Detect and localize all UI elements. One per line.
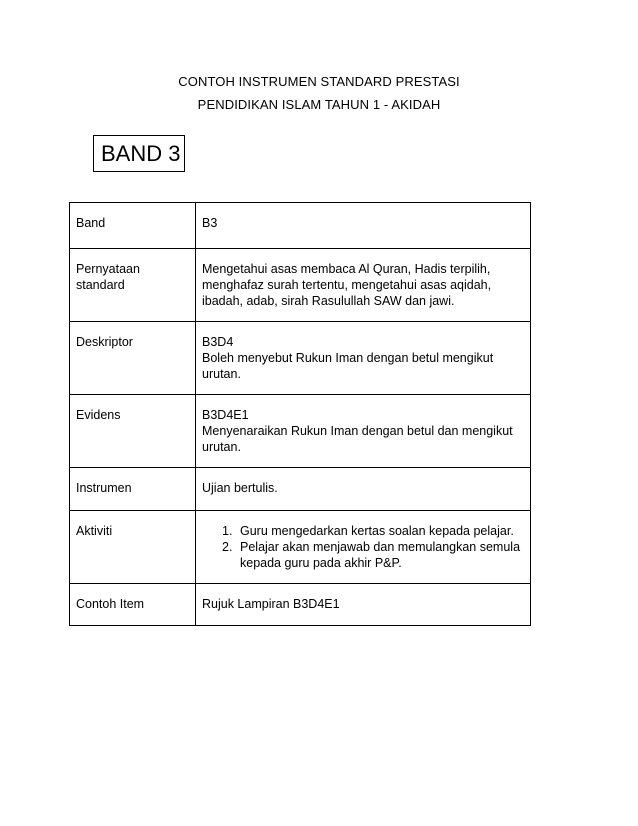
pernyataan-line: Mengetahui asas membaca Al Quran, Hadis terpilih, bbox=[202, 262, 491, 276]
row-label-pernyataan: Pernyataan standard bbox=[70, 249, 196, 322]
list-item-number: 2. bbox=[222, 540, 233, 554]
row-value-aktiviti bbox=[196, 511, 531, 584]
pernyataan-line: menghafaz surah tertentu, mengetahui asas aqidah, bbox=[202, 278, 492, 292]
list-item-text: Guru mengedarkan kertas soalan kepada pelajar. bbox=[240, 524, 514, 538]
table-row-pernyataan bbox=[70, 249, 531, 322]
row-value-deskriptor bbox=[196, 322, 531, 395]
row-label-band: Band bbox=[70, 203, 196, 249]
row-label-aktiviti: Aktiviti bbox=[70, 511, 196, 584]
deskriptor-line: urutan. bbox=[202, 367, 241, 381]
list-item bbox=[202, 523, 524, 539]
document-subtitle: PENDIDIKAN ISLAM TAHUN 1 - AKIDAH bbox=[197, 97, 441, 112]
standard-table bbox=[69, 202, 531, 626]
table-row-deskriptor bbox=[70, 322, 531, 395]
row-label-deskriptor: Deskriptor bbox=[70, 322, 196, 395]
evidens-line: urutan. bbox=[202, 440, 241, 454]
list-item bbox=[202, 539, 524, 571]
document-title: CONTOH INSTRUMEN STANDARD PRESTASI bbox=[178, 74, 460, 89]
band-label-box: BAND 3 bbox=[93, 135, 185, 172]
aktiviti-list bbox=[202, 523, 524, 571]
table-row-aktiviti bbox=[70, 511, 531, 584]
row-label-instrumen: Instrumen bbox=[70, 468, 196, 511]
deskriptor-line: Boleh menyebut Rukun Iman dengan betul mengikut bbox=[202, 351, 494, 365]
list-item-number: 1. bbox=[222, 524, 233, 538]
list-item-text: Pelajar akan menjawab dan memulangkan semula bbox=[240, 540, 521, 554]
row-value-contoh-item: Rujuk Lampiran B3D4E1 bbox=[196, 584, 531, 626]
row-label-evidens: Evidens bbox=[70, 395, 196, 468]
row-value-band: B3 bbox=[196, 203, 531, 249]
deskriptor-code: B3D4 bbox=[202, 335, 234, 349]
row-value-evidens bbox=[196, 395, 531, 468]
row-label-contoh-item: Contoh Item bbox=[70, 584, 196, 626]
table-row-evidens bbox=[70, 395, 531, 468]
table-row-instrumen bbox=[70, 468, 531, 511]
row-value-instrumen: Ujian bertulis. bbox=[196, 468, 531, 511]
evidens-code: B3D4E1 bbox=[202, 408, 249, 422]
table-row-contoh-item bbox=[70, 584, 531, 626]
pernyataan-line: ibadah, adab, sirah Rasulullah SAW dan jawi. bbox=[202, 294, 455, 308]
list-item-text: kepada guru pada akhir P&P. bbox=[240, 556, 402, 570]
row-value-pernyataan bbox=[196, 249, 531, 322]
evidens-line: Menyenaraikan Rukun Iman dengan betul dan mengikut bbox=[202, 424, 513, 438]
table-row-band bbox=[70, 203, 531, 249]
